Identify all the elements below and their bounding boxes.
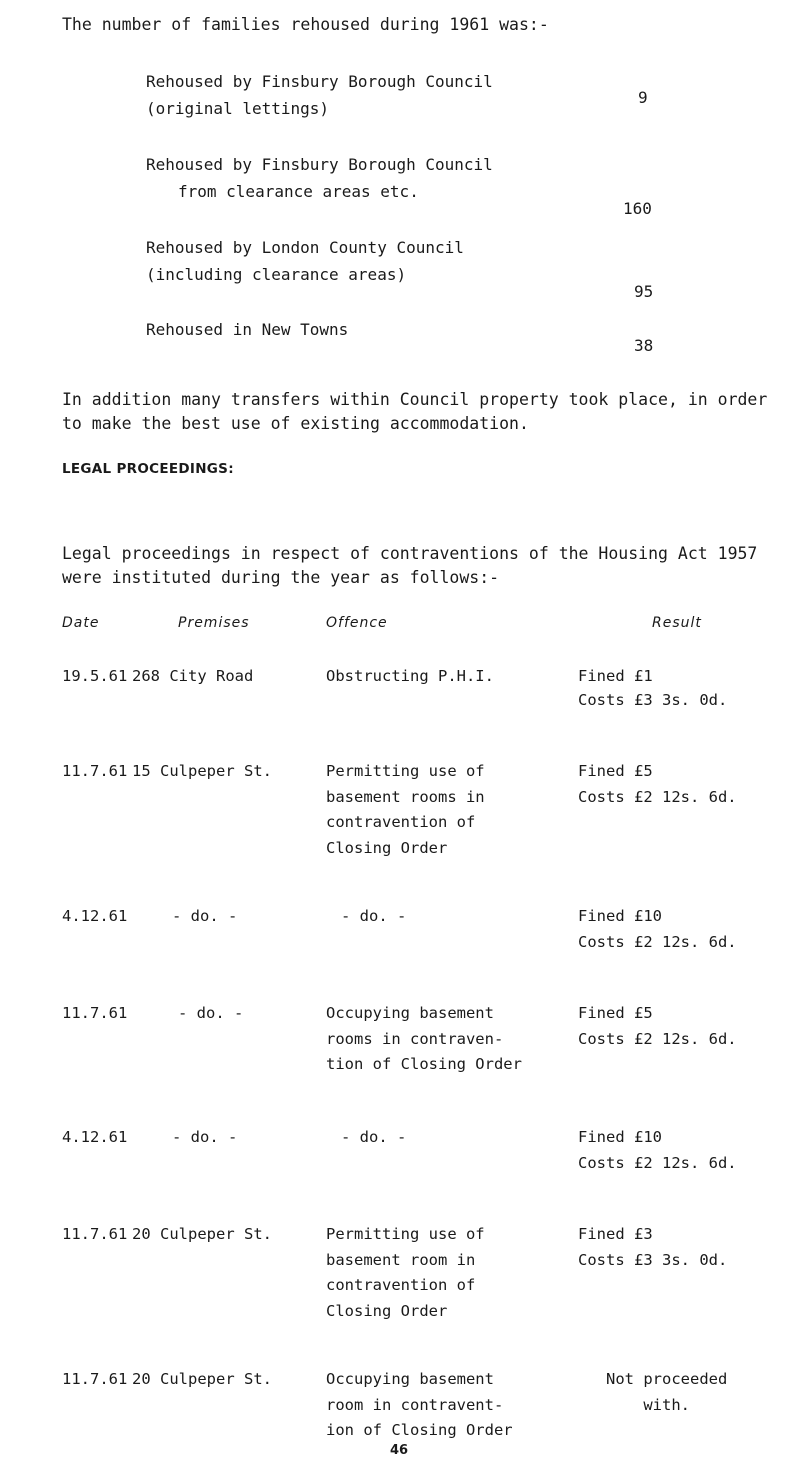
column-header-premises: Premises [178,615,250,631]
legal-proceedings-heading: LEGAL PROCEEDINGS: [62,461,234,477]
rehousing-label-continued: from clearance areas etc. [178,182,419,201]
cell-date: 4.12.61 [62,1128,128,1146]
cell-premises: - do. - [178,1004,244,1022]
cell-offence: Obstructing P.H.I. [326,667,494,685]
cell-offence: Occupying basement room in contravent- ion of Closing Order [326,1370,513,1439]
cell-premises: 20 Culpeper St. [132,1370,272,1388]
rehousing-label: Rehoused by Finsbury Borough Council [146,155,493,174]
cell-date: 4.12.61 [62,907,128,925]
cell-date: 11.7.61 [62,1225,128,1243]
rehousing-count: 160 [623,199,652,218]
cell-offence: Permitting use of basement room in contravention of Closing Order [326,1225,485,1320]
intro-text: The number of families rehoused during 1961 was:- [62,15,549,34]
cell-offence: - do. - [341,1128,407,1146]
transfers-paragraph: In addition many transfers within Council property took place, in order to make the best use of existing accommodation. [62,389,768,433]
rehousing-label: Rehoused by Finsbury Borough Council [146,72,493,91]
rehousing-label: Rehoused in New Towns [146,320,349,339]
cell-offence: Occupying basement rooms in contraven- tion of Closing Order [326,1004,522,1073]
cell-date: 11.7.61 [62,1370,128,1388]
cell-result: Fined £1 Costs £3 3s. 0d. [578,667,728,709]
cell-result: Fined £3 Costs £3 3s. 0d. [578,1225,728,1269]
cell-result: Fined £5 Costs £2 12s. 6d. [578,1004,737,1048]
cell-premises: 15 Culpeper St. [132,762,272,780]
rehousing-label-continued: (including clearance areas) [146,265,407,284]
column-header-result: Result [652,615,702,631]
cell-result: Fined £10 Costs £2 12s. 6d. [578,907,737,951]
column-header-date: Date [62,615,100,631]
cell-offence: Permitting use of basement rooms in contravention of Closing Order [326,762,485,857]
page-number: 46 [390,1443,409,1458]
column-header-offence: Offence [326,615,388,631]
cell-date: 19.5.61 [62,667,128,685]
cell-premises: 20 Culpeper St. [132,1225,272,1243]
rehousing-count: 9 [638,88,648,107]
cell-date: 11.7.61 [62,762,128,780]
rehousing-count: 38 [634,336,654,355]
cell-premises: 268 City Road [132,667,254,685]
cell-result: Fined £5 Costs £2 12s. 6d. [578,762,737,806]
cell-offence: - do. - [341,907,407,925]
rehousing-label: Rehoused by London County Council [146,238,464,257]
cell-premises: - do. - [172,907,238,925]
legal-intro-paragraph: Legal proceedings in respect of contraventions of the Housing Act 1957 were instituted during the year as follows:- [62,543,758,587]
cell-result: Fined £10 Costs £2 12s. 6d. [578,1128,737,1172]
cell-date: 11.7.61 [62,1004,128,1022]
rehousing-count: 95 [634,282,654,301]
cell-result: Not proceeded with. [606,1370,728,1414]
cell-premises: - do. - [172,1128,238,1146]
rehousing-label-continued: (original lettings) [146,99,330,118]
